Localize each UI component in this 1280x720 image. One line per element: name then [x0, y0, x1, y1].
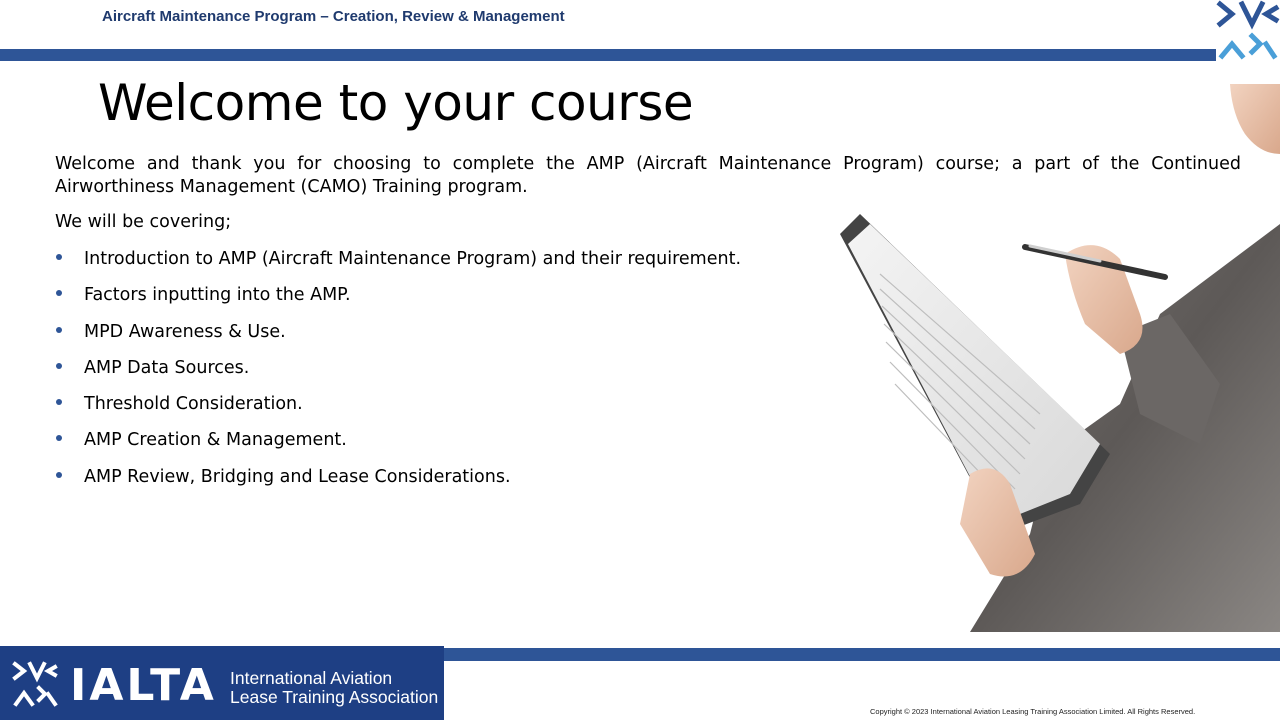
- brand-name: IALTA: [70, 660, 217, 711]
- list-item: [55, 249, 741, 285]
- list-item: [55, 322, 741, 358]
- list-item: [55, 467, 741, 503]
- brand-subtitle-line-1: International Aviation: [230, 668, 393, 688]
- intro-paragraph: Welcome and thank you for choosing to complete the AMP (Aircraft Maintenance Program) course; a part of the Continued Airworthiness Management (CAMO) Training program.: [55, 154, 1241, 197]
- brand-subtitle-line-2: Lease Training Association: [230, 687, 439, 707]
- topic-text: AMP Review, Bridging and Lease Considerations.: [84, 466, 511, 487]
- brand-subtitle: [230, 669, 438, 707]
- topic-text: AMP Data Sources.: [84, 357, 250, 378]
- top-accent-band: [0, 49, 1280, 61]
- bullet-icon: [56, 435, 62, 441]
- header-title: Aircraft Maintenance Program – Creation, Review & Management: [102, 8, 565, 25]
- list-item: [55, 394, 741, 430]
- ialta-logo-icon: [1216, 0, 1280, 62]
- topics-list: [55, 249, 741, 503]
- topic-text: Threshold Consideration.: [84, 394, 303, 415]
- bottom-accent-band: [443, 648, 1280, 661]
- slide-title: Welcome to your course: [98, 74, 694, 132]
- bullet-icon: [56, 399, 62, 405]
- topic-text: AMP Creation & Management.: [84, 430, 347, 451]
- topic-text: Factors inputting into the AMP.: [84, 285, 351, 306]
- ialta-logo-icon: [12, 660, 58, 708]
- covering-label: We will be covering;: [55, 212, 232, 232]
- bullet-icon: [56, 327, 62, 333]
- bullet-icon: [56, 290, 62, 296]
- list-item: [55, 358, 741, 394]
- topic-text: Introduction to AMP (Aircraft Maintenance Program) and their requirement.: [84, 249, 742, 269]
- bullet-icon: [56, 363, 62, 369]
- topic-text: MPD Awareness & Use.: [84, 321, 286, 342]
- bullet-icon: [56, 254, 62, 260]
- list-item: [55, 285, 741, 321]
- bullet-icon: [56, 472, 62, 478]
- copyright-notice: Copyright © 2023 International Aviation Leasing Training Association Limited. All Rights Reserved.: [870, 707, 1196, 716]
- list-item: [55, 430, 741, 466]
